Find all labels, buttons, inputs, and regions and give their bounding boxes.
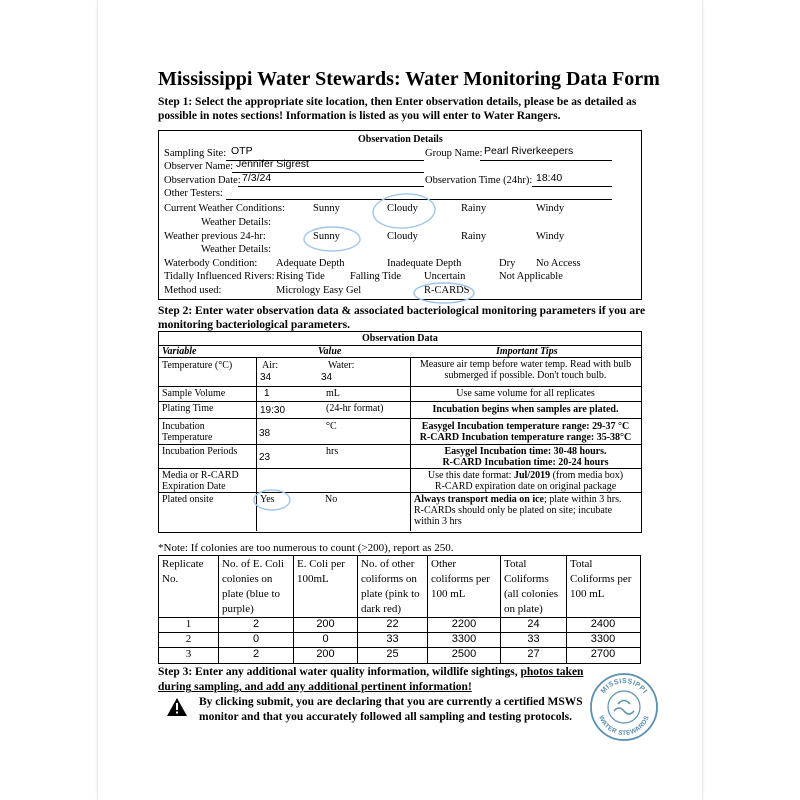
plating-time-unit: (24-hr format) [326,403,384,414]
method-option-easygel[interactable]: Micrology Easy Gel [276,285,362,296]
other-coliforms-cell[interactable]: 33 [386,633,399,645]
total-coliforms-cell[interactable]: 24 [527,618,540,630]
observer-name-field[interactable]: Jennifer Sigrest [236,158,309,170]
incubation-periods-tip-line2: R-CARD Incubation time: 20-24 hours [442,457,609,468]
header-other-coliforms: No. of other coliforms on plate (pink to dark red) [361,558,420,615]
plated-onsite-yes[interactable]: Yes [260,494,275,505]
step1-instructions-cont: possible in notes sections! Information is listed as you will enter to Water Rangers. [158,110,561,122]
current-weather-option-cloudy[interactable]: Cloudy [387,203,418,214]
incubation-temp-tip-line1: Easygel Incubation temperature range: 29-37 °C [421,421,630,432]
total-coliforms-per-100ml-cell[interactable]: 2400 [590,618,616,630]
expiration-tip-line2: R-CARD expiration date on original package [434,481,617,492]
weather-prev-label: Weather previous 24-hr: [164,231,266,242]
ecoli-colonies-cell[interactable]: 2 [252,618,260,630]
step2-instructions: Step 2: Enter water observation data & associated bacteriological monitoring parameters if you are [158,305,646,317]
sample-volume-tip: Use same volume for all replicates [456,388,595,399]
temperature-tip-line1: Measure air temp before water temp. Read with bulb [419,359,632,370]
waterbody-option-dry[interactable]: Dry [499,258,516,269]
incubation-temp-label-line2: Temperature [162,432,213,443]
prev-weather-details-label: Weather Details: [201,244,271,255]
total-coliforms-cell[interactable]: 33 [527,633,540,645]
seal-top-text: MISSISSIPPI [599,677,649,696]
col-variable: Variable [162,346,197,357]
circle-method-rcards [414,283,474,303]
observation-time-field[interactable]: 18:40 [536,172,563,184]
declaration-line2: monitor and that you accurately followed all sampling and testing protocols. [199,711,573,723]
circle-plated-onsite-yes [254,490,290,510]
ecoli-colonies-cell[interactable]: 0 [252,633,260,645]
group-name-label: Group Name: [425,148,483,159]
observer-name-label: Observer Name: [164,161,234,172]
group-name-field[interactable]: Pearl Riverkeepers [484,145,574,157]
incubation-temp-tip-line2: R-CARD Incubation temperature range: 35-38°C [419,432,632,443]
expiration-date-format: Jul/2019 [513,470,551,481]
waterbody-option-adequate[interactable]: Adequate Depth [276,258,345,269]
prev-weather-option-sunny[interactable]: Sunny [313,231,340,242]
method-label: Method used: [164,285,222,296]
replicate-cell: 3 [185,648,192,660]
tidal-option-not-applicable[interactable]: Not Applicable [499,271,563,282]
current-weather-option-sunny[interactable]: Sunny [313,203,340,214]
ecoli-colonies-cell[interactable]: 2 [252,648,260,660]
sampling-site-label: Sampling Site: [164,148,227,159]
form-title: Mississippi Water Stewards: Water Monitoring Data Form [158,68,660,90]
expiration-label-line1: Media or R-CARD [162,470,239,481]
total-coliforms-cell[interactable]: 27 [527,648,540,660]
tidal-option-uncertain[interactable]: Uncertain [424,271,466,282]
sample-volume-label: Sample Volume [162,388,226,399]
incubation-periods-tip-line1: Easygel Incubation time: 30-48 hours. [444,446,607,457]
step1-instructions: Step 1: Select the appropriate site location, then Enter observation details, please be as detailed as [158,96,637,108]
total-coliforms-per-100ml-cell[interactable]: 3300 [590,633,616,645]
header-ecoli-colonies: No. of E. Coli colonies on plate (blue to purple) [222,558,285,615]
other-coliforms-cell[interactable]: 22 [386,618,399,630]
other-coliforms-per-100ml-cell[interactable]: 2500 [451,648,477,660]
water-label: Water: [328,360,355,371]
header-ecoli-per-100ml: E. Coli per 100mL [297,558,345,585]
sample-volume-unit: mL [326,388,340,399]
current-weather-option-rainy[interactable]: Rainy [461,203,487,214]
expiration-tip-text-end: (from media box) [550,470,624,481]
other-testers-label: Other Testers: [164,188,223,199]
prev-weather-option-rainy[interactable]: Rainy [461,231,487,242]
other-coliforms-per-100ml-cell[interactable]: 3300 [451,633,477,645]
header-replicate-no: Replicate No. [162,558,204,585]
observation-data-header: Observation Data [362,333,438,344]
plating-time-tip: Incubation begins when samples are plated. [432,404,619,415]
col-important-tips: Important Tips [496,346,558,357]
header-total-coliforms: Total Coliforms (all colonies on plate) [504,558,559,615]
sample-volume-field[interactable]: 1 [264,388,270,399]
air-temp-field[interactable]: 34 [260,372,272,383]
plated-onsite-tip-bold: Always transport media on ice [414,494,544,505]
col-value: Value [318,346,342,357]
tidal-option-rising[interactable]: Rising Tide [276,271,325,282]
plated-onsite-label: Plated onsite [162,494,214,505]
observation-details-header: Observation Details [358,134,443,145]
step3-text-cont: sampling, and add any additional pertinent information! [191,681,472,693]
ecoli-per-100ml-cell[interactable]: 200 [316,648,335,660]
observation-date-label: Observation Date: [164,175,241,186]
incubation-temp-label-line1: Incubation [162,421,205,432]
plating-time-field[interactable]: 19:30 [260,405,286,416]
incubation-temp-unit: °C [326,421,337,432]
expiration-tip-text: Use this date format: [427,470,514,481]
observation-time-label: Observation Time (24hr): [425,175,533,186]
other-coliforms-per-100ml-cell[interactable]: 2200 [451,618,477,630]
step2-instructions-cont: monitoring bacteriological parameters. [158,319,350,331]
replicate-cell: 1 [185,618,192,630]
waterbody-option-no-access[interactable]: No Access [536,258,581,269]
incubation-temp-field[interactable]: 38 [259,428,271,439]
seal-bottom-text: WATER STEWARDS [597,714,651,738]
sampling-site-field[interactable]: OTP [231,145,253,157]
circle-prev-weather-sunny [304,227,360,251]
tidal-label: Tidally Influenced Rivers: [164,271,275,282]
replicate-cell: 2 [185,633,192,645]
ecoli-per-100ml-cell[interactable]: 0 [322,633,329,645]
expiration-label-line2: Expiration Date [162,481,226,492]
plated-onsite-tip-line2: R-CARDs should only be plated on site; incubate [414,505,613,516]
current-weather-label: Current Weather Conditions: [164,203,285,214]
method-option-rcards[interactable]: R-CARDS [424,285,470,296]
prev-weather-option-cloudy[interactable]: Cloudy [387,231,418,242]
total-coliforms-per-100ml-cell[interactable]: 2700 [590,648,616,660]
incubation-periods-field[interactable]: 23 [259,452,271,463]
step3-text: Step 3: Enter any additional water quality information, wildlife sightings, [158,666,521,678]
header-other-coliforms-per-100ml: Other coliforms per 100 mL [431,558,490,600]
observation-date-field[interactable]: 7/3/24 [242,172,272,184]
air-label: Air: [262,360,279,371]
incubation-periods-unit: hrs [326,446,339,457]
circle-current-weather-cloudy [372,192,436,230]
colony-note: *Note: If colonies are too numerous to count (>200), report as 250. [158,542,454,554]
plating-time-label: Plating Time [162,403,214,414]
current-weather-option-windy[interactable]: Windy [536,203,565,214]
water-temp-field[interactable]: 34 [321,372,333,383]
other-coliforms-cell[interactable]: 25 [386,648,399,660]
waterbody-label: Waterbody Condition: [164,258,258,269]
plated-onsite-no[interactable]: No [325,494,338,505]
step3-photos-taken: photos taken [520,666,584,678]
tidal-option-falling[interactable]: Falling Tide [350,271,402,282]
plated-onsite-tip-text: ; plate within 3 hrs. [544,494,622,505]
temperature-label: Temperature (°C) [162,360,233,371]
plated-onsite-tip-line3: within 3 hrs [414,516,462,527]
ecoli-per-100ml-cell[interactable]: 200 [316,618,335,630]
step3-during: during [158,681,192,693]
temperature-tip-line2: submerged if possible. Don't touch bulb. [444,370,607,381]
header-total-coliforms-per-100ml: Total Coliforms per 100 mL [570,558,632,600]
incubation-periods-label: Incubation Periods [162,446,238,457]
declaration-line1: By clicking submit, you are declaring that you are currently a certified MSWS [199,696,583,708]
waterbody-option-inadequate[interactable]: Inadequate Depth [387,258,462,269]
current-weather-details-label: Weather Details: [201,217,271,228]
prev-weather-option-windy[interactable]: Windy [536,231,565,242]
